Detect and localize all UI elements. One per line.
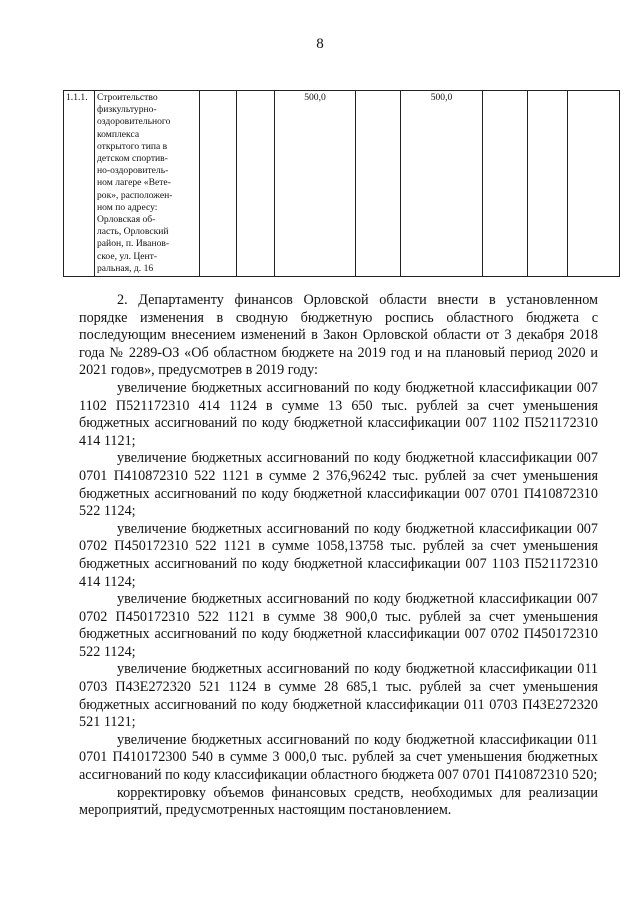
description-line: ном лагере «Вете-	[97, 177, 171, 189]
paragraph-item: увеличение бюджетных ассигнований по коду бюджетной классификации 007 1102 П521172310 414 1124 в сумме 13 650 тыс. рублей за счет уменьшения бюджетных ассигнований по коду бюджетной классификации 007 1102 П521172310 414 1121;	[79, 379, 598, 449]
paragraph-item: увеличение бюджетных ассигнований по коду бюджетной классификации 007 0702 П450172310 522 1121 в сумме 38 900,0 тыс. рублей за счет уменьшения бюджетных ассигнований по коду бюджетной классификации 007 0702 П450172310 522 1124;	[79, 591, 598, 660]
description-line: но-оздоровитель-	[97, 165, 169, 177]
paragraph-final: корректировку объемов финансовых средств, необходимых для реализации мероприятий, предусмотренных настоящим постановлением.	[79, 784, 598, 819]
row-number-cell: 1.1.1.	[64, 91, 95, 277]
empty-cell	[237, 91, 275, 277]
paragraph-item: увеличение бюджетных ассигнований по коду бюджетной классификации 007 0702 П450172310 522 1121 в сумме 1058,13758 тыс. рублей за счет уменьшения бюджетных ассигнований по коду бюджетной классификации 007 1103 П521172310 414 1124;	[79, 520, 598, 590]
description-line: Орловская об-	[97, 214, 156, 226]
budget-table	[63, 90, 620, 277]
description-line: ном по адресу:	[97, 201, 158, 213]
description-line: детском спортив-	[97, 153, 168, 165]
document-body	[79, 292, 598, 820]
description-line: район, п. Иванов-	[97, 238, 170, 250]
description-line: открытого типа в	[97, 140, 168, 152]
paragraph-item: увеличение бюджетных ассигнований по коду бюджетной классификации 011 0703 П43Е272320 521 1124 в сумме 28 685,1 тыс. рублей за счет уменьшения бюджетных ассигнований по коду бюджетной классификации 011 0703 П43Е272320 521 1121;	[79, 661, 598, 731]
description-line: ласть, Орловский	[97, 226, 169, 238]
description-line: Строительство	[97, 92, 158, 103]
description-line: рок», расположен-	[97, 189, 173, 201]
paragraph-item: увеличение бюджетных ассигнований по коду бюджетной классификации 011 0701 П410172300 540 в сумме 3 000,0 тыс. рублей за счет уменьшения бюджетных ассигнований по коду классификации областного бюджета 007 0701 П410872310 520;	[79, 731, 598, 784]
description-line: ральная, д. 16	[97, 262, 154, 274]
value-cell-1: 500,0	[275, 91, 356, 277]
empty-cell	[200, 91, 237, 277]
table-row	[64, 91, 620, 277]
empty-cell	[483, 91, 528, 277]
empty-cell	[356, 91, 401, 277]
empty-cell	[528, 91, 568, 277]
description-line: ское, ул. Цент-	[97, 250, 158, 262]
description-cell	[95, 91, 200, 277]
value-cell-2: 500,0	[401, 91, 483, 277]
paragraph-intro: 2. Департаменту финансов Орловской области внести в установленном порядке изменения в сводную бюджетную роспись областного бюджета с последующим внесением изменений в Закон Орловской области от 3 декабря 2018 года № 2289-ОЗ «Об областном бюджете на 2019 год и на плановый период 2020 и 2021 годов», предусмотрев в 2019 году:	[79, 292, 598, 379]
description-line: оздоровительного	[97, 116, 171, 128]
empty-cell	[568, 91, 620, 277]
description-line: комплекса	[97, 128, 140, 140]
description-line: физкультурно-	[97, 104, 157, 116]
paragraph-item: увеличение бюджетных ассигнований по коду бюджетной классификации 007 0701 П410872310 522 1121 в сумме 2 376,96242 тыс. рублей за счет уменьшения бюджетных ассигнований по коду бюджетной классификации 007 0701 П410872310 522 1124;	[79, 450, 598, 520]
page-number: 8	[316, 36, 324, 52]
